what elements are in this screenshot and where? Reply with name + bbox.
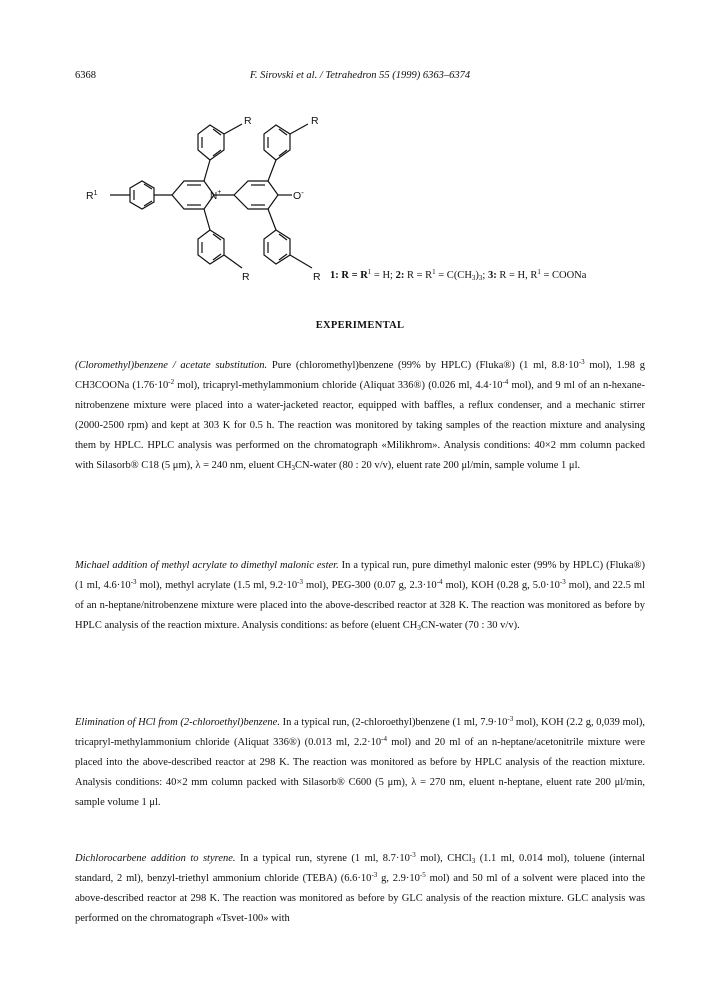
section-title: EXPERIMENTAL	[315, 320, 405, 331]
label-r-bottom-left: R	[242, 271, 250, 283]
paragraph-michael-addition: Michael addition of methyl acrylate to dimethyl malonic ester. In a typical run, pure dimethyl malonic ester (99% by HPLC) (Fluka®) (1 ml, $4.6\cdot 10^{-3}$ mol), methyl acrylate (1.5 ml, $9.2\cdot 10^{-3}$ mol), PEG-300 (0.07 g, $2.3\cdot 10^{-4}$ mol), KOH (0.28 g, $5.0\cdot 10^{-3}$ mol), and 22.5 ml of an n-heptane/nitrobenzene mixture were placed into the above-described reactor at 328 K. The reaction was monitored as before by HPLC analysis of the reaction mixture. Analysis conditions: as before (eluent $CH_3CN$-water (70 : 30 v/v).	[75, 560, 646, 632]
label-r-bottom-right: R	[313, 271, 321, 283]
paragraph-hcl-elimination: Elimination of HCl from (2-chloroethyl)benzene. In a typical run, (2-chloroethyl)benzene (1 ml, $7.9\cdot 10^{-3}$ mol), KOH (2.2 g, 0,039 mol), tricapryl-methylammonium chloride (Aliquat 336®) (0.013 ml, $2.2\cdot 10^{-4}$ mol) and 20 ml of an n-heptane/acetonitrile mixture were placed into the above-described reactor at 298 K. The reaction was monitored as before by HPLC analysis of the reaction mixture. Analysis conditions: 40×2 mm column packed with Silasorb® C600 (5 μm), λ = 270 nm, eluent n-heptane, eluent rate 200 μl/min, sample volume 1 μl.	[75, 715, 645, 808]
structure-caption: 1: $R = R^1 = H$; 2: $R = R^1 = C(CH_3)_3$; 3: R = H, $R^1$ = COONa	[330, 268, 587, 282]
label-o-minus: O-	[293, 188, 304, 202]
running-head: F. Sirovski et al. / Tetrahedron 55 (1999) 6363–6374	[249, 70, 471, 81]
paragraph-dichlorocarbene: Dichlorocarbene addition to styrene. In a typical run, styrene (1 ml, $8.7\cdot 10^{-3}$ mol), CHCl$_3$ (1.1 ml, 0.014 mol), toluene (internal standard, 2 ml), benzyl-triethyl ammonium chloride (TEBA) ($6.6\cdot 10^{-3}$ g, $2.9\cdot 10^{-5}$ mol) and 50 ml of a solvent were placed into the above-described reactor at 298 K. The reaction was monitored as before by GLC analysis of the reaction mixture. GLC analysis was performed on the chromatograph «Tsvet-100» with	[75, 851, 646, 924]
label-n-plus: N+	[210, 189, 222, 202]
label-r-top-left: R	[244, 115, 252, 127]
label-r-top-right: R	[311, 115, 319, 127]
paragraph-chloromethylbenzene: (Cloromethyl)benzene / acetate substitution. Pure (chloromethyl)benzene (99% by HPLC) (Fluka®) (1 ml, $8.8\cdot 10^{-3}$ mol), 1.98 g CH3COONa ($1.76\cdot 10^{-2}$ mol), tricapryl-methylammonium chloride (Aliquat 336®) (0.026 ml, $4.4\cdot 10^{-4}$ mol), and 9 ml of an n-hexane-nitrobenzene mixture were placed into a water-jacketed reactor, equipped with baffles, a reflux condenser, and a mechanic stirrer (2000-2500 rpm) and kept at 303 K for 0.5 h. The reaction was monitored by taking samples of the reaction mixture and analysing them by HPLC. HPLC analysis was performed on the chromatograph «Milikhrom». Analysis conditions: 40×2 mm column packed with Silasorb® C18 (5 μm), λ = 240 nm, eluent $CH_3CN$-water (80 : 20 v/v), eluent rate 200 μl/min, sample volume 1 μl.	[75, 358, 645, 472]
label-r1-left: $R^1$	[86, 190, 98, 202]
page-number: 6368	[75, 70, 96, 81]
